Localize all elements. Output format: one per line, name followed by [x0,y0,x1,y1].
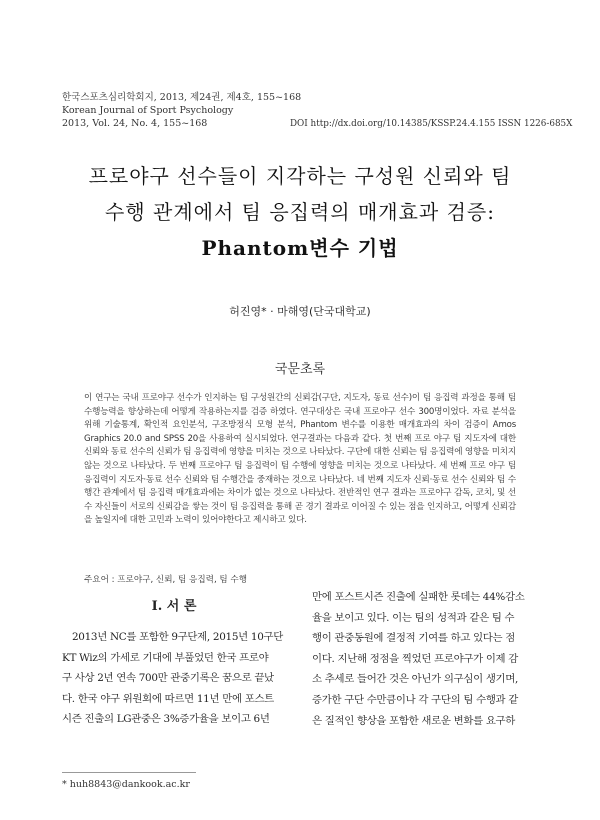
authors: 허진영* · 마해영(단국대학교) [229,305,371,318]
right-line-3: 행이 관중동원에 결정적 기여를 하고 있다는 점 [312,632,516,645]
left-column-body [62,627,286,730]
paper-title-line-2: 수행 관계에서 팀 응집력의 매개효과 검증: [105,200,495,224]
paper-title-line-1: 프로야구 선수들이 지각하는 구성원 신뢰와 팀 [88,164,512,188]
paper-title-line-3: Phantom변수 기법 [201,236,399,260]
right-column-body [312,587,540,731]
abstract-body: 이 연구는 국내 프로야구 선수가 인지하는 팀 구성원간의 신뢰감(구단, 지도자, 동료 선수)이 팀 응집력 과정을 통해 팀 수행능력을 향상하는데 어떻게 작용하는지를 검증 하였다. 연구대상은 국내 프로야구 선수 300명이었다. 자료 분석을 위해 기술통계, 확인적 요인분석, 구조방정식 모형 분석, Phantom 변수를 이용한 매개효과의 차이 검증이 Amos Graphics 20.0 and SPSS 20을 사용하여 실시되었다. 연구결과는 다음과 같다. 첫 번째 프로 야구 팀 지도자에 대한 신뢰와 동료 선수의 신뢰가 팀 응집력에 영향을 미치는 것으로 나타났다. 구단에 대한 신뢰는 팀 응집력에 영향을 미치지 않는 것으로 나타났다. 두 번째 프로야구 팀 응집력이 팀 수행에 영향을 미치는 것으로 나타났다. 세 번째 프로 야구 팀 응집력이 지도자·동료 선수 신뢰와 팀 수행간을 중재하는 것으로 나타났다. 네 번째 지도자 신뢰·동료 선수 신뢰와 팀 수행간 관계에서 팀 응집력 매개효과에는 차이가 없는 것으로 나타났다. 전반적인 연구 결과는 프로야구 감독, 코치, 및 선수 자신들이 서로의 신뢰감을 쌓는 것이 팀 응집력을 통해 곧 경기 결과로 이어질 수 있는 점을 인지하고, 어떻게 신뢰감을 높일지에 대한 고민과 노력이 있어야한다고 제시하고 있다. [84,393,516,526]
abstract-heading: 국문초록 [274,362,326,377]
right-line-5: 소 추세로 들어간 것은 아닌가 의구심이 생기며, [312,673,519,686]
left-line-1: 2013년 NC를 포함한 9구단제, 2015년 10구단 [72,631,283,643]
right-line-7: 은 질적인 향상을 포함한 새로운 변화를 요구하 [312,714,516,727]
left-line-4: 다. 한국 야구 위원회에 따르면 11년 만에 포스트 [62,692,274,705]
journal-korean-line: 한국스포츠심리학회지, 2013, 제24권, 제4호, 155~168 [62,92,302,103]
footnote: * huh8843@dankook.ac.kr [62,779,190,790]
keywords: 주요어 : 프로야구, 신뢰, 팀 응집력, 팀 수행 [84,575,248,585]
volume-line: 2013, Vol. 24, No. 4, 155~168 [62,118,208,129]
left-line-3: 구 사상 2년 연속 700만 관중기록은 꿈으로 끝났 [62,672,274,685]
journal-english-line: Korean Journal of Sport Psychology [62,105,234,116]
right-line-1: 만에 포스트시즌 진출에 실패한 롯데는 44%감소 [312,591,525,603]
left-line-2: KT Wiz의 가세로 기대에 부풀었던 한국 프로야 [62,651,269,664]
left-line-5: 시즌 진출의 LG관중은 3%증가율을 보이고 6년 [62,713,270,726]
doi-line: DOI http://dx.doi.org/10.14385/KSSP.24.4.155 ISSN 1226-685X [290,119,573,129]
right-line-4: 이다. 지난해 정점을 찍었던 프로야구가 이제 감 [312,652,519,665]
right-line-2: 율을 보이고 있다. 이는 팀의 성적과 같은 팀 수 [312,611,515,624]
right-line-6: 증가한 구단 수만큼이나 각 구단의 팀 수행과 같 [312,693,519,706]
footnote-rule [62,772,196,773]
section-heading-introduction: I. 서 론 [151,599,197,614]
